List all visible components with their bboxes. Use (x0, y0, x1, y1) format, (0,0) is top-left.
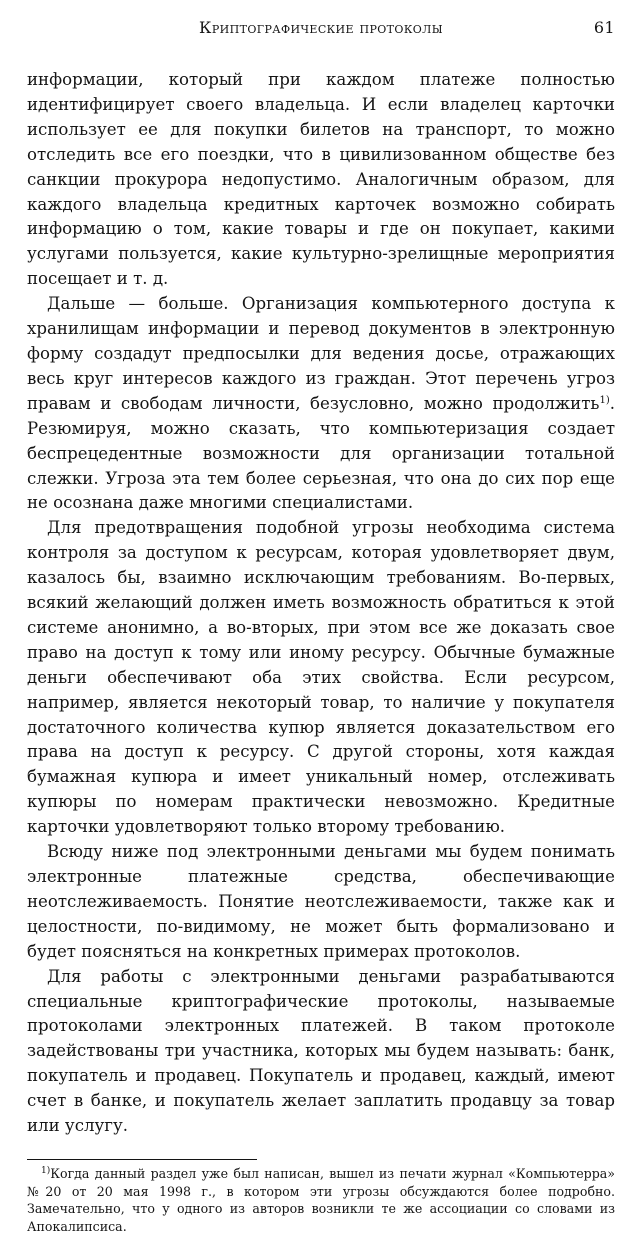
paragraph-2 (27, 292, 615, 516)
footnote-text: Когда данный раздел уже был написан, вышел из печати журнал «Компьютерра» №20 от 20 мая 1998 г., в котором эти угрозы обсуждаются более подробно. Замечательно, что у одного из авторов возникли те же ассоциации со словами из Апокалипсиса. (27, 1165, 615, 1234)
paragraph-4: Всюду ниже под электронными деньгами мы будем понимать электронные платежные средства, обеспечивающие неотслеживаемость. Понятие неотслеживаемости, также как и целостности, по-видимому, не может быть формализовано и будет поясняться на конкретных примерах протоколов. (27, 842, 615, 961)
paragraph-1: информации, который при каждом платеже полностью идентифицирует своего владельца. И если владелец карточки использует ее для покупки билетов на транспорт, то можно отследить все его поездки, что в цивилизованном обществе без санкции прокурора недопустимо. Аналогичным образом, для каждого владельца кредитных карточек возможно собирать информацию о том, какие товары и где он покупает, какими услугами пользуется, какие культурно-зрелищные мероприятия посещает и т. д. (27, 70, 615, 289)
running-head-title: Криптографические протоколы (199, 18, 443, 37)
footnote-marker: 1) (41, 1165, 51, 1176)
footnote-divider (27, 1159, 257, 1160)
footnote (27, 1165, 615, 1235)
paragraph-3: Для предотвращения подобной угрозы необходима система контроля за доступом к ресурсам, которая удовлетворяет двум, казалось бы, взаимно исключающим требованиям. Во-первых, всякий желающий должен иметь возможность обратиться к этой системе анонимно, а во-вторых, при этом все же доказать свое право на доступ к тому или иному ресурсу. Обычные бумажные деньги обеспечивают оба этих свойства. Если ресурсом, например, является некоторый товар, то наличие у покупателя достаточного количества купюр является доказательством его права на доступ к ресурсу. С другой стороны, хотя каждая бумажная купюра и имеет уникальный номер, отслеживать купюры по номерам практически невозможно. Кредитные карточки удовлетворяют только второму требованию. (27, 518, 615, 837)
paragraph-5: Для работы с электронными деньгами разрабатываются специальные криптографические протоколы, называемые протоколами электронных платежей. В таком протоколе задействованы три участника, которых мы будем называть: банк, покупатель и продавец. Покупатель и продавец, каждый, имеют счет в банке, и покупатель желает заплатить продавцу за товар или услугу. (27, 966, 615, 1136)
page-number: 61 (593, 18, 615, 37)
paragraph-2-text: Дальше — больше. Организация компьютерного доступа к хранилищам информации и перевод документов в электронную форму создадут предпосылки для ведения досье, отражающих весь круг интересов каждого из граждан. Этот перечень угроз правам и свободам личности, безусловно, можно продолжить (27, 294, 615, 413)
footnote-reference: 1) (599, 394, 610, 406)
body-text (27, 68, 615, 1139)
book-page (27, 10, 615, 1234)
running-head (27, 10, 615, 38)
paragraph-2-rest: . Резюмируя, можно сказать, что компьютеризация создает беспрецедентные возможности для организации тотальной слежки. Угроза эта тем более серьезная, что она до сих пор еще не осознана даже многими специалистами. (27, 393, 615, 513)
